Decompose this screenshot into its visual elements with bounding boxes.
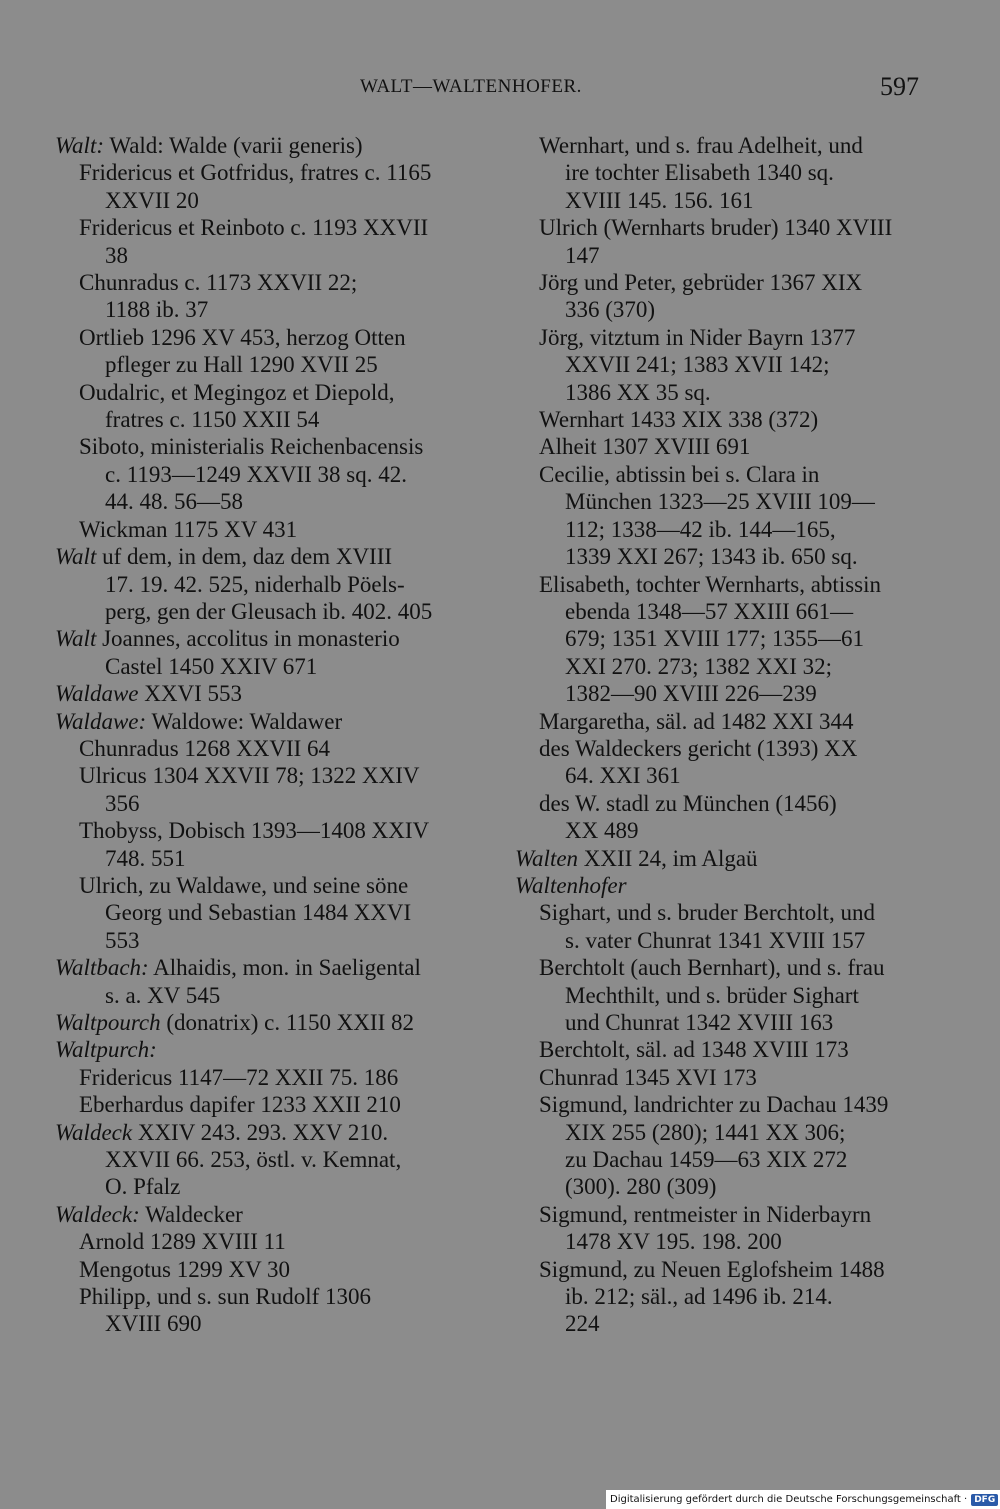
index-entry-line	[515, 379, 935, 406]
entry-text: 356	[105, 790, 140, 816]
index-entry-line	[55, 379, 475, 406]
headword: Waltbach:	[55, 955, 149, 981]
index-headword-line	[55, 1119, 475, 1146]
index-entry-line	[515, 708, 935, 735]
index-entry-line	[515, 598, 935, 625]
index-headword-line	[55, 543, 475, 570]
index-headword-line	[55, 680, 475, 707]
index-entry-line	[55, 1228, 475, 1255]
entry-text: Castel 1450 XXIV 671	[105, 653, 318, 679]
entry-text: 17. 19. 42. 525, niderhalb Pöels-	[105, 571, 405, 597]
index-entry-line	[515, 625, 935, 652]
index-entry-line	[55, 1146, 475, 1173]
entry-text: Ortlieb 1296 XV 453, herzog Otten	[79, 324, 406, 350]
index-entry-line	[515, 488, 935, 515]
index-entry-line	[55, 762, 475, 789]
entry-text: XXVII 66. 253, östl. v. Kemnat,	[105, 1147, 402, 1173]
entry-text: Oudalric, et Megingoz et Diepold,	[79, 379, 395, 405]
index-entry-line	[515, 1256, 935, 1283]
index-entry-line	[55, 817, 475, 844]
index-entry-line	[515, 242, 935, 269]
entry-text: und Chunrat 1342 XVIII 163	[565, 1010, 834, 1035]
entry-text: Mengotus 1299 XV 30	[79, 1256, 291, 1282]
index-headword-line	[55, 954, 475, 981]
entry-text: Fridericus et Reinboto c. 1193 XXVII	[79, 215, 429, 241]
entry-text: München 1323—25 XVIII 109—	[565, 489, 875, 515]
entry-text: O. Pfalz	[105, 1174, 181, 1200]
entry-text: Berchtolt, säl. ad 1348 XVIII 173	[539, 1037, 849, 1063]
index-entry-line	[515, 762, 935, 789]
index-headword-line	[55, 1009, 475, 1036]
index-entry-line	[55, 296, 475, 323]
entry-text: 224	[565, 1311, 600, 1337]
entry-text: Ulrich, zu Waldawe, und seine söne	[79, 872, 409, 898]
index-entry-line	[515, 1091, 935, 1118]
entry-text: Sighart, und s. bruder Berchtolt, und	[539, 900, 876, 926]
index-entry-line	[515, 1310, 935, 1337]
index-entry-line	[55, 406, 475, 433]
index-entry-line	[515, 1228, 935, 1255]
index-entry-line	[515, 1119, 935, 1146]
index-entry-line	[515, 433, 935, 460]
index-entry-line	[515, 214, 935, 241]
index-entry-line	[55, 269, 475, 296]
index-entry-line	[55, 461, 475, 488]
entry-text: Wickman 1175 XV 431	[79, 516, 298, 542]
index-entry-line	[515, 1173, 935, 1200]
entry-text: Philipp, und s. sun Rudolf 1306	[79, 1284, 372, 1310]
entry-text: Sigmund, rentmeister in Niderbayrn	[539, 1201, 872, 1227]
entry-text: Fridericus et Gotfridus, fratres c. 1165	[79, 160, 432, 186]
entry-text: XXVI 553	[138, 681, 242, 707]
index-entry-line	[55, 214, 475, 241]
entry-text: s. vater Chunrat 1341 XVIII 157	[565, 927, 866, 953]
index-entry-line	[515, 543, 935, 570]
entry-text: Chunradus c. 1173 XXVII 22;	[79, 270, 358, 296]
entry-text: XX 489	[565, 818, 639, 844]
index-entry-line	[515, 1009, 935, 1036]
headword: Waldawe	[55, 681, 139, 707]
entry-text: 1386 XX 35 sq.	[565, 379, 711, 405]
index-entry-line	[515, 982, 935, 1009]
headword: Waldeck	[55, 1119, 133, 1145]
index-entry-line	[55, 872, 475, 899]
entry-text: 147	[565, 242, 600, 268]
running-head: WALT—WALTENHOFER.	[360, 76, 582, 97]
headword: Waltpourch	[55, 1010, 161, 1035]
footer-credit-text: Digitalisierung gefördert durch die Deutsche Forschungsgemeinschaft ·	[610, 1494, 968, 1505]
entry-text: Chunrad 1345 XVI 173	[539, 1064, 757, 1090]
index-entry-line	[515, 571, 935, 598]
entry-text: ib. 212; säl., ad 1496 ib. 214.	[565, 1284, 833, 1310]
entry-text: XXVII 241; 1383 XVII 142;	[565, 352, 830, 378]
entry-text: Georg und Sebastian 1484 XXVI	[105, 900, 412, 926]
entry-text: 679; 1351 XVIII 177; 1355—61	[565, 626, 864, 652]
footer-credit-bar	[606, 1490, 1000, 1509]
entry-text: uf dem, in dem, daz dem XVIII	[96, 544, 393, 570]
index-entry-line	[515, 132, 935, 159]
entry-text: Chunradus 1268 XXVII 64	[79, 735, 331, 761]
index-entry-line	[55, 488, 475, 515]
index-entry-line	[55, 598, 475, 625]
index-headword-line	[55, 132, 475, 159]
index-entry-line	[515, 269, 935, 296]
index-entry-line	[55, 1310, 475, 1337]
entry-text: 1382—90 XVIII 226—239	[565, 681, 817, 707]
entry-text: (donatrix) c. 1150 XXII 82	[160, 1010, 414, 1035]
index-headword-line	[55, 1036, 475, 1063]
entry-text: perg, gen der Gleusach ib. 402. 405	[105, 598, 433, 624]
index-headword-line	[55, 1201, 475, 1228]
entry-text: Berchtolt (auch Bernhart), und s. frau	[539, 955, 885, 981]
index-entry-line	[55, 433, 475, 460]
index-entry-line	[515, 461, 935, 488]
entry-text: Sigmund, landrichter zu Dachau 1439	[539, 1092, 889, 1118]
entry-text: 44. 48. 56—58	[105, 489, 243, 515]
entry-text: Ulrich (Wernharts bruder) 1340 XVIII	[539, 215, 893, 241]
entry-text: 64. XXI 361	[565, 763, 681, 789]
entry-text: Sigmund, zu Neuen Eglofsheim 1488	[539, 1256, 885, 1282]
page-number: 597	[880, 72, 919, 101]
entry-text: Alhaidis, mon. in Saeligental	[148, 955, 421, 981]
headword: Waltenhofer	[515, 872, 627, 898]
index-entry-line	[515, 653, 935, 680]
index-entry-line	[515, 1201, 935, 1228]
dfg-logo: DFG	[971, 1494, 998, 1506]
entry-text: 1339 XXI 267; 1343 ib. 650 sq.	[565, 544, 858, 570]
headword: Walt	[55, 626, 97, 652]
entry-text: des W. stadl zu München (1456)	[539, 790, 837, 816]
entry-text: Thobyss, Dobisch 1393—1408 XXIV	[79, 818, 430, 844]
headword: Waltpurch:	[55, 1037, 157, 1063]
entry-text: Margaretha, säl. ad 1482 XXI 344	[539, 708, 854, 734]
entry-text: XIX 255 (280); 1441 XX 306;	[565, 1119, 846, 1145]
entry-text: Jörg und Peter, gebrüder 1367 XIX	[539, 270, 863, 296]
index-entry-line	[55, 735, 475, 762]
entry-text: pfleger zu Hall 1290 XVII 25	[105, 352, 378, 378]
entry-text: Siboto, ministerialis Reichenbacensis	[79, 434, 424, 460]
index-entry-line	[55, 1091, 475, 1118]
entry-text: Wernhart, und s. frau Adelheit, und	[539, 133, 863, 158]
page-header	[0, 70, 1000, 110]
entry-text: fratres c. 1150 XXII 54	[105, 407, 320, 433]
entry-text: Waldowe: Waldawer	[146, 708, 343, 734]
index-entry-line	[55, 927, 475, 954]
entry-text: 553	[105, 927, 140, 953]
index-entry-line	[515, 954, 935, 981]
index-entry-line	[515, 680, 935, 707]
index-entry-line	[515, 1283, 935, 1310]
index-entry-line	[515, 187, 935, 214]
entry-text: Joannes, accolitus in monasterio	[96, 626, 400, 652]
entry-text: Waldecker	[139, 1201, 243, 1227]
entry-text: XXI 270. 273; 1382 XXI 32;	[565, 653, 833, 679]
entry-text: Cecilie, abtissin bei s. Clara in	[539, 461, 820, 487]
entry-text: Alheit 1307 XVIII 691	[539, 434, 751, 460]
index-headword-line	[55, 625, 475, 652]
index-entry-line	[515, 927, 935, 954]
index-entry-line	[515, 406, 935, 433]
left-column	[55, 132, 475, 1338]
index-entry-line	[515, 516, 935, 543]
index-entry-line	[515, 351, 935, 378]
entry-text: zu Dachau 1459—63 XIX 272	[565, 1147, 848, 1173]
index-entry-line	[515, 324, 935, 351]
entry-text: XXIV 243. 293. XXV 210.	[132, 1119, 389, 1145]
index-entry-line	[515, 159, 935, 186]
index-headword-line	[515, 845, 935, 872]
index-headword-line	[55, 708, 475, 735]
index-entry-line	[55, 1064, 475, 1091]
index-entry-line	[515, 1064, 935, 1091]
index-entry-line	[55, 1256, 475, 1283]
entry-text: XXVII 20	[105, 187, 199, 213]
entry-text: des Waldeckers gericht (1393) XX	[539, 735, 858, 761]
index-entry-line	[515, 1146, 935, 1173]
entry-text: 1188 ib. 37	[105, 297, 209, 323]
entry-text: Ulricus 1304 XXVII 78; 1322 XXIV	[79, 763, 420, 789]
index-entry-line	[55, 351, 475, 378]
index-entry-line	[515, 296, 935, 323]
headword: Waldawe:	[55, 708, 147, 734]
entry-text: XXII 24, im Algaü	[578, 845, 758, 871]
index-entry-line	[55, 982, 475, 1009]
entry-text: Elisabeth, tochter Wernharts, abtissin	[539, 571, 882, 597]
entry-text: Mechthilt, und s. brüder Sighart	[565, 982, 859, 1008]
index-entry-line	[55, 159, 475, 186]
index-entry-line	[55, 571, 475, 598]
entry-text: Jörg, vitztum in Nider Bayrn 1377	[539, 324, 856, 350]
headword: Walt:	[55, 133, 104, 158]
index-entry-line	[515, 735, 935, 762]
index-entry-line	[515, 817, 935, 844]
headword: Walten	[515, 845, 579, 871]
entry-text: Eberhardus dapifer 1233 XXII 210	[79, 1092, 401, 1118]
index-headword-line	[515, 872, 935, 899]
entry-text: (300). 280 (309)	[565, 1174, 717, 1200]
index-entry-line	[515, 790, 935, 817]
index-entry-line	[515, 1036, 935, 1063]
entry-text: 748. 551	[105, 845, 186, 871]
entry-text: ire tochter Elisabeth 1340 sq.	[565, 160, 834, 186]
index-entry-line	[55, 845, 475, 872]
index-entry-line	[55, 187, 475, 214]
index-entry-line	[55, 516, 475, 543]
entry-text: Fridericus 1147—72 XXII 75. 186	[79, 1064, 399, 1090]
index-entry-line	[55, 324, 475, 351]
entry-text: s. a. XV 545	[105, 982, 221, 1008]
index-entry-line	[55, 1283, 475, 1310]
index-entry-line	[55, 790, 475, 817]
entry-text: Arnold 1289 XVIII 11	[79, 1229, 286, 1255]
headword: Walt	[55, 544, 97, 570]
entry-text: 112; 1338—42 ib. 144—165,	[565, 516, 836, 542]
entry-text: Wald: Walde (varii generis)	[104, 133, 363, 158]
entry-text: XVIII 145. 156. 161	[565, 187, 754, 213]
entry-text: XVIII 690	[105, 1311, 202, 1337]
entry-text: ebenda 1348—57 XXIII 661—	[565, 598, 854, 624]
index-entry-line	[55, 242, 475, 269]
headword: Waldeck:	[55, 1201, 140, 1227]
entry-text: 38	[105, 242, 128, 268]
entry-text: Wernhart 1433 XIX 338 (372)	[539, 407, 819, 433]
index-entry-line	[55, 1173, 475, 1200]
index-entry-line	[55, 653, 475, 680]
right-column	[515, 132, 935, 1338]
entry-text: c. 1193—1249 XXVII 38 sq. 42.	[105, 461, 407, 487]
entry-text: 1478 XV 195. 198. 200	[565, 1229, 782, 1255]
index-entry-line	[55, 899, 475, 926]
entry-text: 336 (370)	[565, 297, 656, 323]
index-entry-line	[515, 899, 935, 926]
